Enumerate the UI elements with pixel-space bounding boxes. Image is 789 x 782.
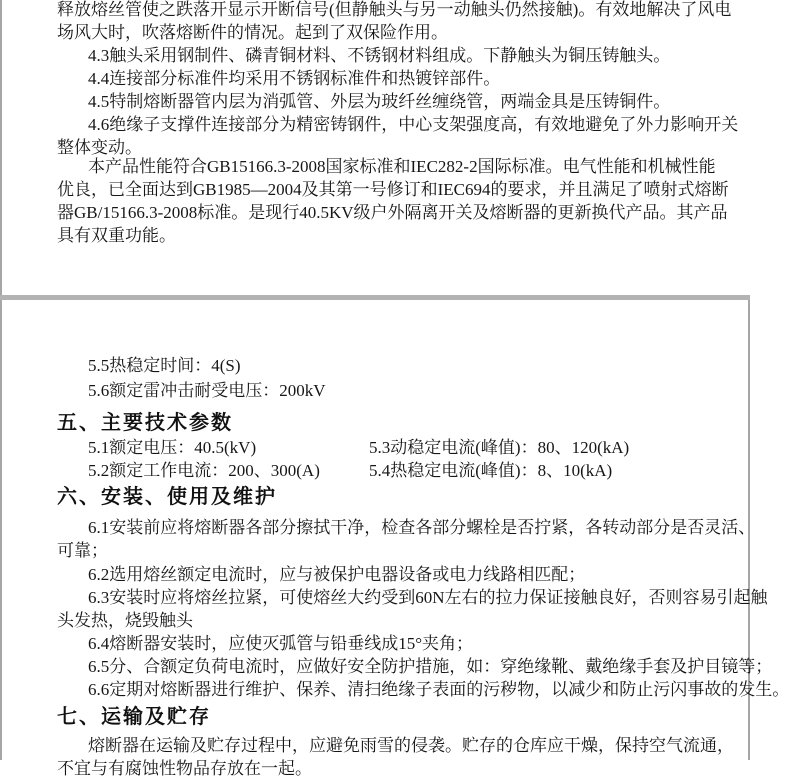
text-line: 头发热，烧毁触头 <box>57 611 193 630</box>
text-line: 4.5特制熔断器管内层为消弧管、外层为玻纤丝缠绕管，两端金具是压铸铜件。 <box>88 92 671 111</box>
spec-cell: 5.4热稳定电流(峰值)：8、10(kA) <box>369 461 613 480</box>
text-line: 6.5分、合额定负荷电流时，应做好安全防护措施，如：穿绝缘靴、戴绝缘手套及护目镜等； <box>88 657 773 676</box>
spec-row <box>57 459 736 482</box>
text-line: 器GB/15166.3-2008标准。是现行40.5KV级户外隔离开关及熔断器的更新换代产品。其产品 <box>57 203 728 222</box>
text-line: 6.3安装时应将熔丝拉紧，可使熔丝大约受到60N左右的拉力保证接触良好，否则容易引起触 <box>88 588 768 607</box>
text-line: 本产品性能符合GB15166.3-2008国家标准和IEC282-2国际标准。电气性能和机械性能 <box>88 157 716 176</box>
spec-cell: 5.1额定电压：40.5(kV) <box>88 438 257 457</box>
spec-cell: 5.2额定工作电流：200、300(A) <box>88 461 320 480</box>
text-line: 场风大时，吹落熔断件的情况。起到了双保险作用。 <box>57 23 448 42</box>
document-page-2 <box>0 300 789 778</box>
spec-row <box>57 436 736 459</box>
text-line: 5.6额定雷冲击耐受电压：200kV <box>88 381 326 400</box>
spec-cell: 5.3动稳定电流(峰值)：80、120(kA) <box>369 438 630 457</box>
text-line: 优良，已全面达到GB1985—2004及其第一号修订和IEC694的要求，并且满足了喷射式熔断 <box>57 180 729 199</box>
document-page-1 <box>0 0 750 295</box>
section-heading-main-parameters: 五、主要技术参数 <box>57 412 233 434</box>
text-line: 熔断器在运输及贮存过程中，应避免雨雪的侵袭。贮存的仓库应干燥，保持空气流通， <box>88 736 734 755</box>
text-line: 6.4熔断器安装时，应使灭弧管与铅垂线成15°夹角； <box>88 634 474 653</box>
text-line: 整体变动。 <box>57 138 142 157</box>
section-heading-installation: 六、安装、使用及维护 <box>57 486 277 508</box>
text-line-partial: 不宜与有腐蚀性物品存放在一起。 <box>57 759 312 778</box>
section-heading-transport-storage: 七、运输及贮存 <box>57 706 211 728</box>
text-line: 4.3触头采用钢制件、磷青铜材料、不锈钢材料组成。下静触头为铜压铸触头。 <box>88 46 671 65</box>
text-line: 4.4连接部分标准件均采用不锈钢标准件和热镀锌部件。 <box>88 69 501 88</box>
text-line: 6.6定期对熔断器进行维护、保养、清扫绝缘子表面的污秽物，以减少和防止污闪事故的发生。 <box>88 680 789 699</box>
text-line: 可靠； <box>57 541 108 560</box>
text-line: 5.5热稳定时间：4(S) <box>88 356 241 375</box>
text-line: 6.1安装前应将熔断器各部分擦拭干净，检查各部分螺栓是否拧紧，各转动部分是否灵活、 <box>88 518 756 537</box>
text-line: 4.6绝缘子支撑件连接部分为精密铸钢件，中心支架强度高，有效地避免了外力影响开关 <box>88 115 739 134</box>
text-line: 6.2选用熔丝额定电流时，应与被保护电器设备或电力线路相匹配； <box>88 565 586 584</box>
text-line: 释放熔丝管使之跌落开显示开断信号(但静触头与另一动触头仍然接触)。有效地解决了风电 <box>57 0 732 19</box>
text-line: 具有双重功能。 <box>57 226 176 245</box>
